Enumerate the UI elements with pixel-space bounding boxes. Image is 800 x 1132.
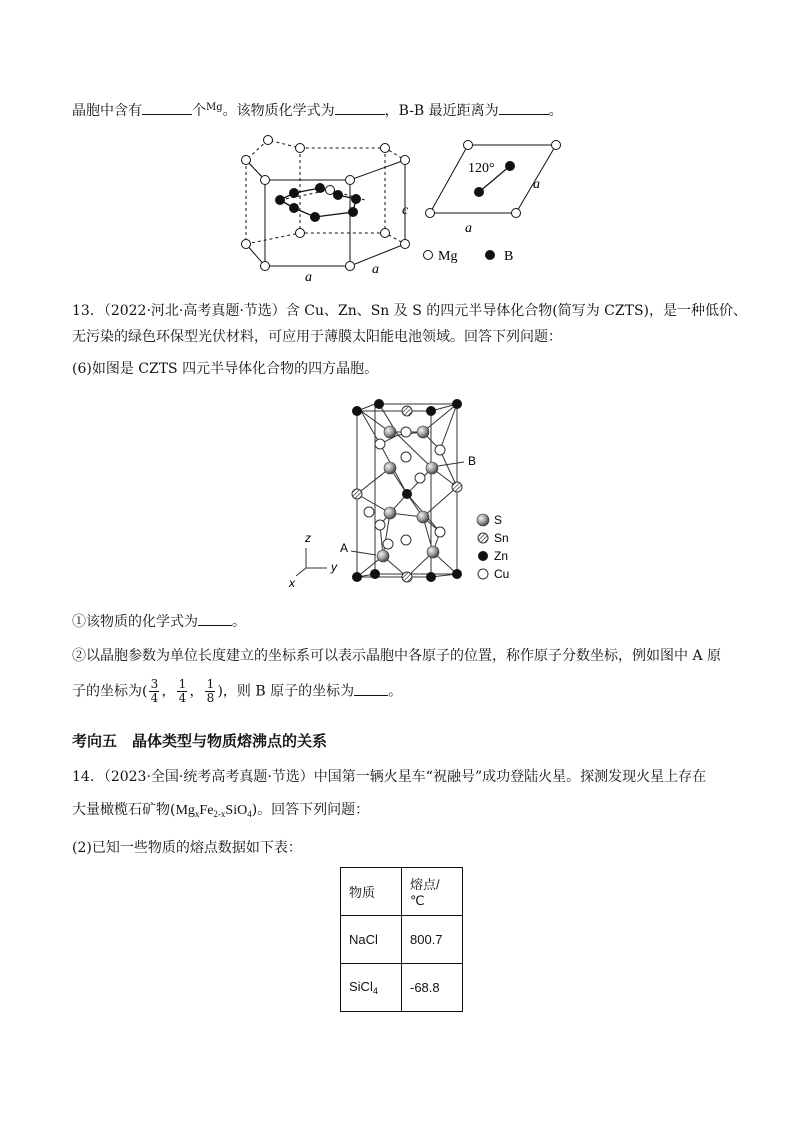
sep-2: ， [189,683,204,700]
coord-end: 。 [388,683,403,700]
q14-line-2-b: )。回答下列问题： [251,802,370,818]
legend-mg-label: Mg [438,249,458,264]
legend-zn-label: Zn [494,549,509,563]
q13-line-1: 13．（2022·河北·高考真题·节选）含 Cu、Zn、Sn 及 S 的四元半导体化合物(简写为 CZTS)，是一种低价、 [72,303,748,319]
mg-symbol: Mg [206,102,223,113]
edge-label-c: c [402,203,409,218]
q13-line-2: 无污染的绿色环保型光伏材料，可应用于薄膜太阳能电池领域。回答下列问题： [72,329,562,345]
legend-cu-label: Cu [494,567,510,581]
q12-text-d: ，B-B 最近距离为 [384,103,499,119]
fraction-1-8: $\frac{1}{8}$ [206,677,215,705]
table-cell-substance: SiCl$_4$ [341,964,402,1012]
table-header-cell: 物质 [341,868,402,916]
section-heading: 考向五 晶体类型与物质熔沸点的关系 [72,732,328,750]
q13-sub1-text: ①该物质的化学式为 [72,614,198,630]
q13-sub2-line1: ②以晶胞参数为单位长度建立的坐标系可以表示晶胞中各原子的位置，称作原子分数坐标，例如图中 A 原 [72,648,722,664]
axis-x-label: x [289,576,295,590]
angle-label: 120° [468,161,495,176]
q14-line-1: 14．（2023·全国·统考高考真题·节选）中国第一辆火星车“祝融号”成功登陆火星。探测发现火星上存在 [72,769,707,785]
q14-line-3: (2)已知一些物质的熔点数据如下表： [72,840,302,856]
atom-label-A: A [340,541,349,555]
legend-b-label: B [504,249,514,264]
q12-text-b: 个 [192,103,206,119]
q14-line-2-a: 大量橄榄石矿物( [72,802,176,818]
coord-suffix: )，则 B 原子的坐标为 [217,683,355,700]
table-cell-mp: 800.7 [402,916,463,964]
olivine-formula: $Mg_xFe_{2-x}SiO_4$ [175,803,252,819]
q12-text-e: 。 [548,103,563,119]
sep-1: ， [161,683,176,700]
q13-sub2-line2 [72,678,402,705]
fraction-3-4: $\frac{3}{4}$ [150,677,159,705]
edge-label-a: a [305,270,312,285]
answer-blank-coord[interactable] [354,681,388,696]
legend-s-label: S [494,513,503,527]
q12-text-a: 晶胞中含有 [72,103,142,119]
table-row [341,964,463,1012]
atom-label-B: B [468,454,477,468]
legend-sn-label: Sn [494,531,509,545]
coord-prefix: 子的坐标为( [72,683,148,700]
q12-text-c: 。该物质化学式为 [222,103,335,119]
table-header-row [341,868,463,916]
axis-y-label: y [331,560,337,574]
q13-sub1-end: 。 [232,614,246,630]
rhombus-label-a: a [533,177,540,192]
q13-sub1 [72,611,246,632]
answer-blank-formula[interactable] [198,611,232,626]
table-cell-mp: -68.8 [402,964,463,1012]
melting-point-table [340,867,463,1012]
table-row [341,916,463,964]
q14-line-2 [72,800,369,824]
edge-label-a2: a [372,262,379,277]
axis-z-label: z [305,531,311,545]
table-cell-substance: NaCl [341,916,402,964]
table-header-cell: 熔点/℃ [402,868,463,916]
rhombus-label-a2: a [465,221,472,236]
q13-line-3: (6)如图是 CZTS 四元半导体化合物的四方晶胞。 [72,361,379,377]
fraction-1-4: $\frac{1}{4}$ [178,677,187,705]
